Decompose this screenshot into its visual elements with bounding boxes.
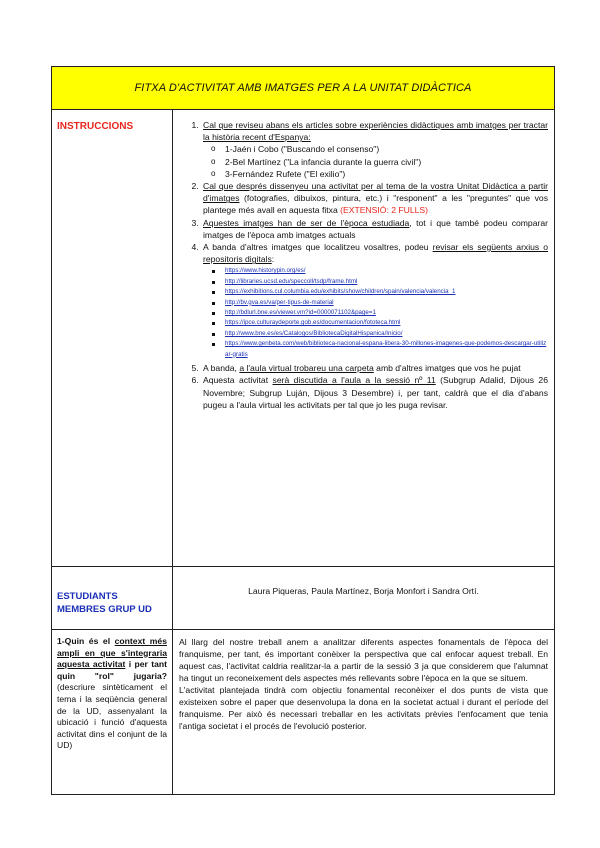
repository-links: [203, 266, 548, 360]
repository-link[interactable]: https://www.historypin.org/es/: [225, 267, 306, 275]
instructions-content: [173, 110, 554, 566]
question-1-answer-paragraph: L'activitat plantejada tindrà com objectiu fonamental reconèixer el dos punts de vista que existeixen sobre el paper que desenvolupa la dona en la societat actual i durant el període del franquisme. Per això és necessari treballar en les activitats prèvies l'enfocament que tenia l'antiga societat i el procés de l'evolució posterior.: [179, 685, 548, 731]
instruction-item-4: 4. A banda d'altres imatges que localitzeu vosaltres, podeu revisar els següents arxius o repositoris digitals: https://www.historypin.org/es/ http://libraries.ucsd.edu/speccoll/tsdp/frame.html https://exhibitions.cul.columbia.edu/exhibits/show/children/spain/valencia/valencia_1 http://bv.gva.es/va/per-tipus-de-material http://bdlurl.bne.es/viewer.vm?id=0000071102&page=1 https://ipce.culturaydeporte.gob.es/documentacion/fototeca.html http://www.bne.es/es/Catalogos/BibliotecaDigitalHispanica/Inicio/ https://www.genbeta.com/web/biblioteca-nacional-espana-libera-30-millones-imagenes-que-podemos-descargar-utilizar-gratis: [201, 241, 548, 360]
instruction-item-3: 3. Aquestes imatges han de ser de l'època estudiada, tot i que també podeu comparar imatges de l'època amb imatges actuals: [201, 217, 548, 241]
extension-note: (EXTENSIÓ: 2 FULLS): [340, 205, 428, 216]
repository-link[interactable]: https://exhibitions.cul.columbia.edu/exhibits/show/children/spain/valencia/valencia_1: [225, 288, 456, 296]
article-item: o 3-Fernández Rufete ("El exilio"): [209, 168, 548, 180]
question-1-row: [52, 630, 554, 794]
repository-link[interactable]: https://ipce.culturaydeporte.gob.es/documentacion/fototeca.html: [225, 319, 401, 327]
repository-link[interactable]: http://bv.gva.es/va/per-tipus-de-material: [225, 298, 334, 306]
instructions-list: [179, 119, 548, 411]
article-item: o 1-Jaén i Cobo ("Buscando el consenso"): [209, 143, 548, 155]
article-item: o 2-Bel Martínez ("La infancia durante la guerra civil"): [209, 156, 548, 168]
question-1-answer-paragraph: Al llarg del nostre treball anem a analitzar diferents aspectes fonamentals de l'època del franquisme, per tant, és important conèixer la perspectiva que cal enfocar aquest treball. En aquest cas, l'activitat caldria realitzar-la a partir de la sessió 3 ja que considerem que l'alumnat ha tingut un reconeixement dels aspectes més rellevants sobre l'època en la que se situem.: [179, 637, 548, 683]
student-names: Laura Piqueras, Paula Martínez, Borja Monfort i Sandra Ortí.: [248, 586, 479, 596]
students-label: ESTUDIANTS MEMBRES GRUP UD: [57, 591, 152, 615]
repository-link[interactable]: http://bdlurl.bne.es/viewer.vm?id=0000071102&page=1: [225, 309, 376, 317]
instruction-item-5: 5. A banda, a l'aula virtual trobareu una carpeta amb d'altres imatges que vos he pujat: [201, 362, 548, 374]
instruction-item-1: 1. Cal que reviseu abans els articles sobre experiències didàctiques amb imatges per tractar la història recent d'Espanya: o 1-Jaén i Cobo ("Buscando el consenso") o 2-Bel Martínez ("La infancia durante la guerra civil") o 3-Fernández Rufete ("El exilio"): [201, 119, 548, 180]
instruction-item-6: 6. Aquesta activitat serà discutida a l'aula a la sessió nº 11 (Subgrup Adalid, Dijous 26 Novembre; Subgrup Luján, Dijous 3 Desembre) i, per tant, caldrà que el dia d'abans pugeu a l'aula virtual les activitats per tal que jo les puga revisar.: [201, 374, 548, 411]
repository-link[interactable]: http://libraries.ucsd.edu/speccoll/tsdp/frame.html: [225, 277, 358, 285]
repository-link[interactable]: http://www.bne.es/es/Catalogos/BibliotecaDigitalHispanica/Inicio/: [225, 329, 403, 337]
instructions-row: [52, 110, 554, 567]
question-1-label: 1-Quin és el context més ampli en que s'integraria aquesta activitat i per tant quin "rol" jugaria? (descriure sintèticament el tema i la seqüència general de la UD, assenyalant la ubicació i funció d'aquesta activitat dins el conjunt de la UD): [57, 636, 167, 751]
instructions-label: INSTRUCCIONS: [57, 121, 134, 132]
article-list: [203, 143, 548, 180]
instruction-item-2: 2. Cal que després dissenyeu una activitat per al tema de la vostra Unitat Didàctica a partir d'imatges (fotografies, dibuixos, pintura, etc.) i "responent" a les "preguntes" que vos plantege més avall en aquesta fitxa (EXTENSIÓ: 2 FULLS): [201, 180, 548, 217]
repository-link[interactable]: https://www.genbeta.com/web/biblioteca-nacional-espana-libera-30-millones-imagenes-que-podemos-descargar-utilizar-gratis: [225, 340, 547, 358]
activity-sheet-table: [51, 66, 555, 795]
sheet-title: FITXA D'ACTIVITAT AMB IMATGES PER A LA UNITAT DIDÀCTICA: [52, 67, 554, 110]
students-row: [52, 567, 554, 630]
